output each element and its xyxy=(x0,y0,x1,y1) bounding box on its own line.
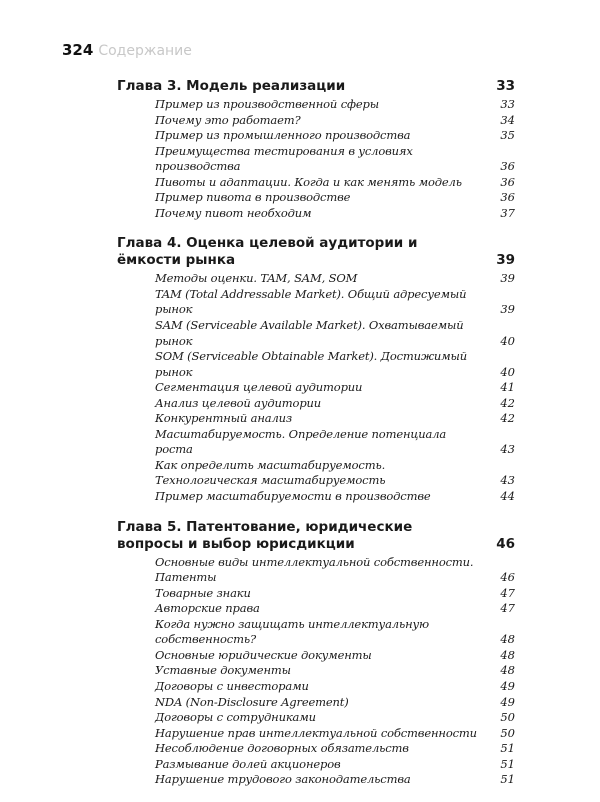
entry-title: Масштабируемость. Определение потенциала роста xyxy=(155,426,447,457)
entry-title: Авторские права xyxy=(155,601,260,616)
entry-title: Нарушение прав интеллектуальной собственности xyxy=(155,725,477,740)
toc-entry[interactable] xyxy=(117,318,515,349)
toc-entry[interactable] xyxy=(117,349,515,380)
entry-title: Нарушение трудового законодательства xyxy=(155,772,411,787)
entry-list xyxy=(117,271,515,504)
entry-page: 39 xyxy=(500,271,515,286)
entry-title: Пример пивота в производстве xyxy=(155,190,351,205)
entry-title: Пример масштабируемости в производстве xyxy=(155,489,431,504)
entry-title: Сегментация целевой аудитории xyxy=(155,380,363,395)
entry-title: Технологическая масштабируемость xyxy=(155,473,386,488)
chapter-3 xyxy=(117,78,515,221)
chapter-heading[interactable] xyxy=(117,519,515,553)
entry-title: Патенты xyxy=(155,570,217,585)
toc-entry[interactable] xyxy=(117,206,515,222)
entry-title: NDA (Non-Disclosure Agreement) xyxy=(155,694,349,709)
chapter-page: 46 xyxy=(496,535,515,552)
entry-page: 51 xyxy=(500,772,515,787)
entry-page: 46 xyxy=(500,570,515,585)
entry-page: 36 xyxy=(500,174,515,189)
entry-title: TAM (Total Addressable Market). Общий адресуемый рынок xyxy=(155,286,467,317)
entry-page: 47 xyxy=(500,601,515,616)
entry-page: 42 xyxy=(500,395,515,410)
entry-page: 47 xyxy=(500,585,515,600)
entry-page: 34 xyxy=(500,112,515,127)
entry-page: 35 xyxy=(500,128,515,143)
entry-title: Пивоты и адаптации. Когда и как менять модель xyxy=(155,174,462,189)
entry-title: Несоблюдение договорных обязательств xyxy=(155,741,409,756)
toc-entry[interactable] xyxy=(117,695,515,711)
entry-page: 41 xyxy=(500,380,515,395)
entry-page: 50 xyxy=(500,710,515,725)
entry-page: 51 xyxy=(500,756,515,771)
chapter-page: 39 xyxy=(496,252,515,269)
toc-entry[interactable] xyxy=(117,271,515,287)
toc-entry[interactable] xyxy=(117,570,515,586)
entry-list xyxy=(117,555,515,788)
entry-title: Почему пивот необходим xyxy=(155,205,312,220)
chapter-title: Глава 4. Оценка целевой аудитории и ёмкости рынка xyxy=(117,235,418,269)
entry-title: SOM (Serviceable Obtainable Market). Достижимый рынок xyxy=(155,349,467,379)
toc-entry[interactable] xyxy=(117,555,515,571)
entry-page: 36 xyxy=(500,190,515,205)
entry-page: 43 xyxy=(500,442,515,457)
toc-entry[interactable] xyxy=(117,287,515,318)
entry-title: Когда нужно защищать интеллектуальную собственность? xyxy=(155,616,429,647)
chapter-5 xyxy=(117,519,515,788)
running-title: Содержание xyxy=(98,43,192,59)
toc-entry[interactable] xyxy=(117,190,515,206)
toc-entry[interactable] xyxy=(117,710,515,726)
toc-entry[interactable] xyxy=(117,663,515,679)
toc-entry[interactable] xyxy=(117,489,515,505)
toc-entry[interactable] xyxy=(117,175,515,191)
toc-entry[interactable] xyxy=(117,617,515,648)
toc-entry[interactable] xyxy=(117,458,515,474)
chapter-title: Глава 5. Патентование, юридические вопросы и выбор юрисдикции xyxy=(117,518,413,552)
entry-page: 49 xyxy=(500,694,515,709)
toc-entry[interactable] xyxy=(117,97,515,113)
page-number: 324 xyxy=(62,41,94,59)
entry-page: 48 xyxy=(500,663,515,678)
entry-page: 37 xyxy=(500,205,515,220)
entry-title: Конкурентный анализ xyxy=(155,411,293,426)
entry-title: Уставные документы xyxy=(155,663,291,678)
entry-title: Пример из производственной сферы xyxy=(155,97,379,111)
entry-title: Основные юридические документы xyxy=(155,647,372,662)
entry-page: 48 xyxy=(500,647,515,662)
entry-page: 43 xyxy=(500,473,515,488)
chapter-heading[interactable] xyxy=(117,235,515,269)
entry-title: Анализ целевой аудитории xyxy=(155,395,322,410)
entry-page: 48 xyxy=(500,632,515,647)
entry-title: Договоры с инвесторами xyxy=(155,678,309,693)
toc-entry[interactable] xyxy=(117,648,515,664)
entry-page: 40 xyxy=(500,333,515,348)
entry-page: 51 xyxy=(500,741,515,756)
toc-entry[interactable] xyxy=(117,772,515,788)
entry-page: 49 xyxy=(500,678,515,693)
entry-title: Пример из промышленного производства xyxy=(155,128,411,143)
toc-entry[interactable] xyxy=(117,726,515,742)
entry-title: Почему это работает? xyxy=(155,112,301,127)
chapter-4 xyxy=(117,235,515,504)
toc-entry[interactable] xyxy=(117,144,515,175)
entry-title: Основные виды интеллектуальной собственности. xyxy=(155,554,474,569)
entry-title: SAM (Serviceable Available Market). Охватываемый рынок xyxy=(155,318,464,348)
toc-entry[interactable] xyxy=(117,380,515,396)
toc-entry[interactable] xyxy=(117,113,515,129)
table-of-contents xyxy=(117,78,515,802)
toc-entry[interactable] xyxy=(117,679,515,695)
entry-title: Размывание долей акционеров xyxy=(155,756,341,771)
toc-entry[interactable] xyxy=(117,411,515,427)
entry-title: Товарные знаки xyxy=(155,585,251,600)
entry-title: Договоры с сотрудниками xyxy=(155,710,316,725)
toc-entry[interactable] xyxy=(117,601,515,617)
entry-page: 33 xyxy=(500,97,515,111)
toc-entry[interactable] xyxy=(117,473,515,489)
toc-entry[interactable] xyxy=(117,396,515,412)
chapter-title: Глава 3. Модель реализации xyxy=(117,78,346,94)
toc-entry[interactable] xyxy=(117,128,515,144)
toc-entry[interactable] xyxy=(117,757,515,773)
entry-page: 42 xyxy=(500,411,515,426)
toc-entry[interactable] xyxy=(117,741,515,757)
entry-page: 44 xyxy=(500,489,515,504)
page-header xyxy=(62,41,192,61)
entry-page: 39 xyxy=(500,302,515,317)
entry-page: 40 xyxy=(500,364,515,379)
chapter-heading[interactable] xyxy=(117,78,515,95)
entry-page: 50 xyxy=(500,725,515,740)
toc-entry[interactable] xyxy=(117,427,515,458)
entry-title: Методы оценки. TAM, SAM, SOM xyxy=(155,271,358,286)
toc-entry[interactable] xyxy=(117,586,515,602)
entry-title: Преимущества тестирования в условиях производства xyxy=(155,143,413,174)
entry-list xyxy=(117,97,515,221)
chapter-page: 33 xyxy=(496,78,515,94)
entry-page: 36 xyxy=(500,159,515,174)
entry-title: Как определить масштабируемость. xyxy=(155,457,386,472)
